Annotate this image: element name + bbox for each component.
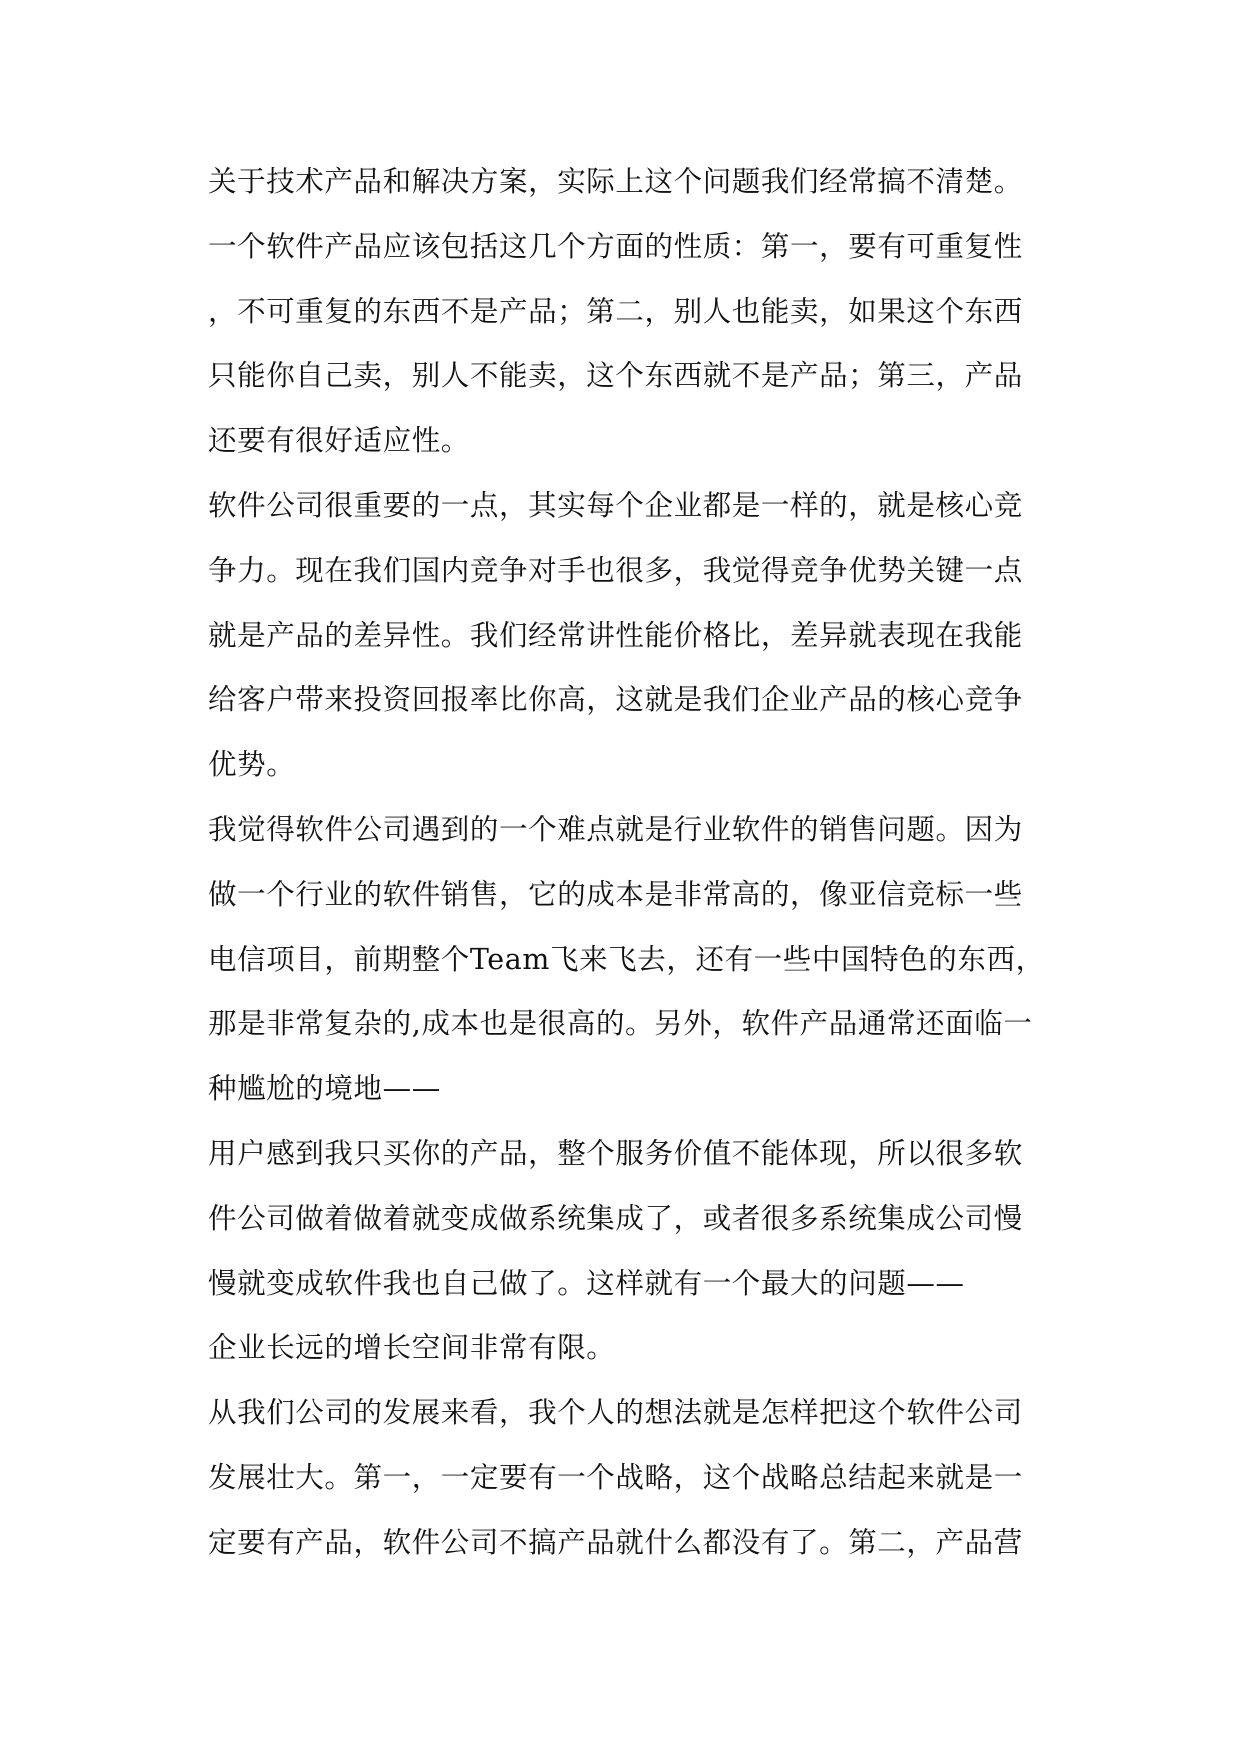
text-line: 慢就变成软件我也自己做了。这样就有一个最大的问题—— — [208, 1266, 965, 1300]
body-text — [208, 150, 1048, 1576]
text-line: 软件公司很重要的一点，其实每个企业都是一样的，就是核心竞 — [208, 488, 1023, 522]
text-line: 还要有很好适应性。 — [208, 424, 470, 458]
text-line: 就是产品的差异性。我们经常讲性能价格比，差异就表现在我能 — [208, 618, 1023, 652]
text-line: 争力。现在我们国内竞争对手也很多，我觉得竞争优势关键一点 — [208, 553, 1023, 587]
text-line: 只能你自己卖，别人不能卖，这个东西就不是产品；第三，产品 — [208, 359, 1023, 393]
text-line: 给客户带来投资回报率比你高，这就是我们企业产品的核心竞争 — [208, 683, 1023, 717]
text-line: 种尴尬的境地—— — [208, 1072, 441, 1106]
text-line: 做一个行业的软件销售，它的成本是非常高的，像亚信竞标一些 — [208, 877, 1023, 911]
text-line: 企业长远的增长空间非常有限。 — [208, 1331, 616, 1365]
text-line: 件公司做着做着就变成做系统集成了，或者很多系统集成公司慢 — [208, 1201, 1023, 1235]
text-line: ，不可重复的东西不是产品；第二，别人也能卖，如果这个东西 — [208, 294, 1023, 328]
text-line: 从我们公司的发展来看，我个人的想法就是怎样把这个软件公司 — [208, 1396, 1023, 1430]
text-line: 发展壮大。第一，一定要有一个战略，这个战略总结起来就是一 — [208, 1460, 1023, 1494]
text-line: 我觉得软件公司遇到的一个难点就是行业软件的销售问题。因为 — [208, 812, 1023, 846]
text-line: 定要有产品，软件公司不搞产品就什么都没有了。第二，产品营 — [208, 1525, 1023, 1559]
text-line: 一个软件产品应该包括这几个方面的性质：第一，要有可重复性 — [208, 229, 1023, 263]
text-line: 优势。 — [208, 748, 296, 782]
text-line: 电信项目，前期整个Team飞来飞去，还有一些中国特色的东西， — [208, 942, 1045, 976]
text-line: 那是非常复杂的,成本也是很高的。另外，软件产品通常还面临一 — [208, 1007, 1033, 1041]
text-line: 关于技术产品和解决方案，实际上这个问题我们经常搞不清楚。 — [208, 165, 1023, 198]
text-line: 用户感到我只买你的产品，整个服务价值不能体现，所以很多软 — [208, 1136, 1023, 1170]
